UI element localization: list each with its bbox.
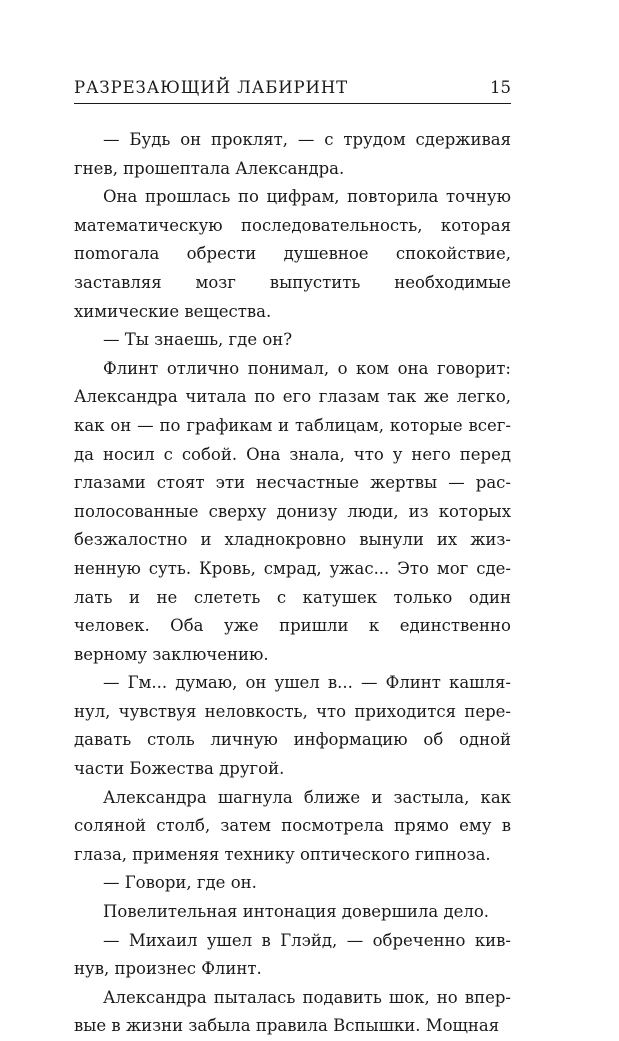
paragraph: Александра шагнула ближе и застыла, как соляной столб, затем посмотрела прямо ему в глаза, применяя технику оптического гипноза. (74, 787, 511, 864)
running-head (74, 78, 511, 104)
body-text (74, 126, 511, 1041)
paragraph: Она прошлась по цифрам, повторила точную математическую последовательность, которая поmогала обрести душевное спокойствие, заставляя мозг выпустить необходимые химические вещества. (74, 187, 511, 321)
paragraph: — Гм... думаю, он ушел в... — Флинт кашлянул, чувствуя неловкость, что приходится передавать столь личную информацию об одной части Божества другой. (74, 673, 511, 779)
paragraph: Флинт отлично понимал, о ком она говорит: Александра читала по его глазам так же легко, как он — по графикам и таблицам, которые всегда носил с собой. Она знала, что у него перед глазами стоят эти несчастные жертвы — располосованные сверху донизу люди, из которых безжалостно и хладнокровно вынули их жизненную суть. Кровь, смрад, ужас... Это мог сделать и не слететь с катушек только один человек. Оба уже пришли к единственно верному заключению. (74, 358, 511, 664)
paragraph: — Будь он проклят, — с трудом сдерживая гнев, прошептала Александра. (74, 130, 511, 178)
book-page (74, 78, 511, 1041)
running-title: РАЗРЕЗАЮЩИЙ ЛАБИРИНТ (74, 78, 349, 97)
paragraph: — Ты знаешь, где он? (103, 330, 293, 350)
paragraph: — Говори, где он. (103, 873, 257, 893)
page-number: 15 (490, 78, 511, 97)
paragraph: — Михаил ушел в Глэйд, — обреченно кивнув, произнес Флинт. (74, 930, 511, 979)
paragraph: Повелительная интонация довершила дело. (103, 902, 490, 922)
paragraph: Александра пыталась подавить шок, но впервые в жизни забыла правила Вспышки. Мощная (74, 987, 511, 1036)
